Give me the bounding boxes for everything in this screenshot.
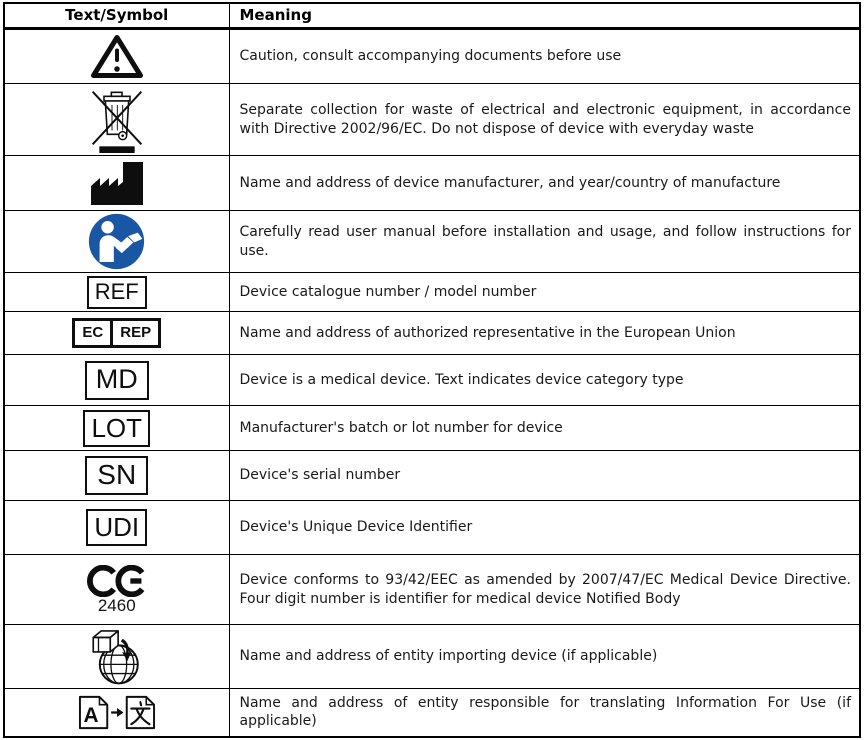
weee-crossed-out-bin-icon [86, 87, 148, 153]
symbol-cell [4, 689, 229, 737]
symbol-cell [4, 501, 229, 555]
meaning-cell: Name and address of device manufacturer, and year/country of manufacture [229, 156, 860, 211]
symbol-cell [4, 156, 229, 211]
symbol-cell [4, 451, 229, 501]
table-row [4, 156, 860, 211]
table-row [4, 273, 860, 312]
meaning-cell: Device's serial number [229, 451, 860, 501]
meaning-cell: Caution, consult accompanying documents before use [229, 29, 860, 84]
meaning-cell: Name and address of entity responsible for translating Information For Use (if applicable) [229, 689, 860, 737]
meaning-cell: Separate collection for waste of electrical and electronic equipment, in accordance with Directive 2002/96/EC. Do not dispose of device with everyday waste [229, 84, 860, 156]
symbol-cell [4, 273, 229, 312]
table-row [4, 451, 860, 501]
read-manual-icon [88, 213, 145, 270]
symbol-cell [4, 29, 229, 84]
meaning-cell: Name and address of authorized representative in the European Union [229, 312, 860, 355]
ec-rep-symbol-ec: EC [82, 324, 104, 341]
symbol-meaning-table [3, 2, 861, 738]
meaning-cell: Device conforms to 93/42/EEC as amended by 2007/47/EC Medical Device Directive. Four digit number is identifier for medical device Notified Body [229, 555, 860, 625]
table-row [4, 211, 860, 273]
table-row [4, 29, 860, 84]
table-row [4, 406, 860, 451]
table-row [4, 84, 860, 156]
md-symbol: MD [85, 361, 149, 400]
meaning-cell: Device is a medical device. Text indicates device category type [229, 355, 860, 406]
lot-symbol: LOT [83, 410, 150, 447]
ce-mark-block [85, 565, 149, 614]
manufacturer-factory-icon [86, 159, 148, 208]
table-row [4, 312, 860, 355]
meaning-cell: Device's Unique Device Identifier [229, 501, 860, 555]
column-header-meaning: Meaning [229, 3, 860, 29]
column-header-symbol: Text/Symbol [4, 3, 229, 29]
ec-rep-symbol-rep: REP [110, 321, 158, 345]
udi-symbol: UDI [86, 509, 147, 546]
importer-globe-icon [88, 627, 145, 686]
notified-body-number: 2460 [97, 595, 136, 615]
ec-rep-symbol [72, 318, 161, 348]
translation-source-letter: A [83, 704, 99, 727]
meaning-cell: Name and address of entity importing device (if applicable) [229, 625, 860, 689]
ref-symbol: REF [87, 276, 147, 309]
symbol-cell [4, 211, 229, 273]
symbol-cell [4, 84, 229, 156]
symbol-cell [4, 406, 229, 451]
table-row [4, 625, 860, 689]
meaning-cell: Device catalogue number / model number [229, 273, 860, 312]
symbol-cell [4, 355, 229, 406]
symbol-cell [4, 555, 229, 625]
ce-mark-icon [85, 565, 149, 597]
table-row [4, 501, 860, 555]
header-row [4, 3, 860, 29]
sn-symbol: SN [85, 456, 148, 495]
table-row [4, 689, 860, 737]
table-row [4, 555, 860, 625]
symbol-cell [4, 625, 229, 689]
table-row [4, 355, 860, 406]
meaning-cell: Carefully read user manual before installation and usage, and follow instructions for use. [229, 211, 860, 273]
caution-triangle-icon [90, 33, 144, 80]
symbol-cell [4, 312, 229, 355]
translation-icon [76, 693, 158, 732]
meaning-cell: Manufacturer's batch or lot number for device [229, 406, 860, 451]
